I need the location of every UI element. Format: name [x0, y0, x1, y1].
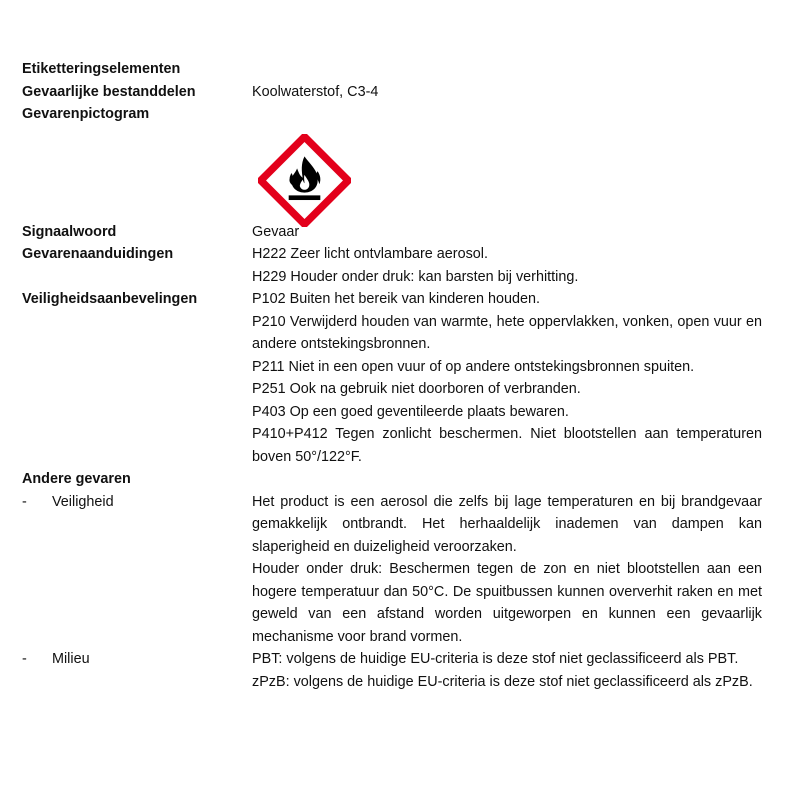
safety-paragraph: Het product is een aerosol die zelfs bij lage temperaturen en bij brandgevaar gemakkelijk ontbrandt. Het herhaaldelijk inademen van dampen kan slaperigheid en duizeligheid veroorzaken. [252, 493, 762, 555]
safety-dash: - [22, 493, 27, 510]
precautionary-statement: P251 Ook na gebruik niet doorboren of verbranden. [252, 381, 581, 397]
environment-text [252, 648, 762, 693]
precautionary-statement: P211 Niet in een open vuur of op andere ontstekingsbronnen spuiten. [252, 358, 695, 375]
precautionary-statement: P410+P412 Tegen zonlicht beschermen. Niet blootstellen aan temperaturen boven 50°/122°F. [252, 426, 762, 465]
precautionary-statement: P210 Verwijderd houden van warmte, hete oppervlakken, vonken, open vuur en andere ontstekingsbronnen. [252, 313, 762, 352]
precautionary-statements-label: Veiligheidsaanbevelingen [22, 291, 198, 307]
section-title-row [22, 58, 762, 81]
ingredients-row [22, 81, 762, 104]
environment-dash: - [22, 651, 27, 667]
environment-paragraph: PBT: volgens de huidige EU-criteria is deze stof niet geclassificeerd als PBT. [252, 651, 739, 667]
hazard-statements-list [252, 243, 762, 288]
other-hazards-label: Andere gevaren [22, 471, 131, 487]
label-elements-section [22, 58, 762, 693]
precautionary-statement: P403 Op een goed geventileerde plaats bewaren. [252, 403, 569, 420]
safety-paragraph: Houder onder druk: Beschermen tegen de zon en niet blootstellen aan een hogere temperatuur dan 50°C. De spuitbussen kunnen oververhit raken en met geweld van een afstand worden uitgeworpen en kunnen een gevaarlijk mechanisme voor brand vormen. [252, 561, 762, 645]
signal-word-value: Gevaar [252, 223, 300, 240]
pictogram-label: Gevarenpictogram [22, 106, 150, 122]
hazard-statement: H222 Zeer licht ontvlambare aerosol. [252, 246, 488, 262]
precautionary-statements-list [252, 288, 762, 468]
flame-icon [258, 134, 351, 227]
hazard-statements-row [22, 243, 762, 288]
environment-paragraph: zPzB: volgens de huidige EU-criteria is deze stof niet geclassificeerd als zPzB. [252, 673, 753, 690]
safety-row [22, 491, 762, 649]
signal-word-row [22, 221, 762, 244]
ingredients-value: Koolwaterstof, C3-4 [252, 83, 379, 100]
environment-row [22, 648, 762, 693]
signal-word-label: Signaalwoord [22, 223, 117, 240]
precautionary-statement: P102 Buiten het bereik van kinderen houden. [252, 291, 541, 307]
pictogram-label-row [22, 103, 762, 126]
safety-label: Veiligheid [52, 493, 114, 510]
safety-text [252, 491, 762, 649]
other-hazards-row [22, 468, 762, 491]
environment-label-cell [22, 648, 252, 693]
hazard-statement: H229 Houder onder druk: kan barsten bij verhitting. [252, 268, 579, 285]
ingredients-label: Gevaarlijke bestanddelen [22, 83, 196, 100]
environment-label: Milieu [52, 651, 90, 667]
precautionary-statements-row [22, 288, 762, 468]
safety-label-cell [22, 491, 252, 649]
section-title: Etiketteringselementen [22, 61, 181, 77]
hazard-statements-label: Gevarenaanduidingen [22, 246, 174, 262]
pictogram-row [22, 126, 762, 208]
